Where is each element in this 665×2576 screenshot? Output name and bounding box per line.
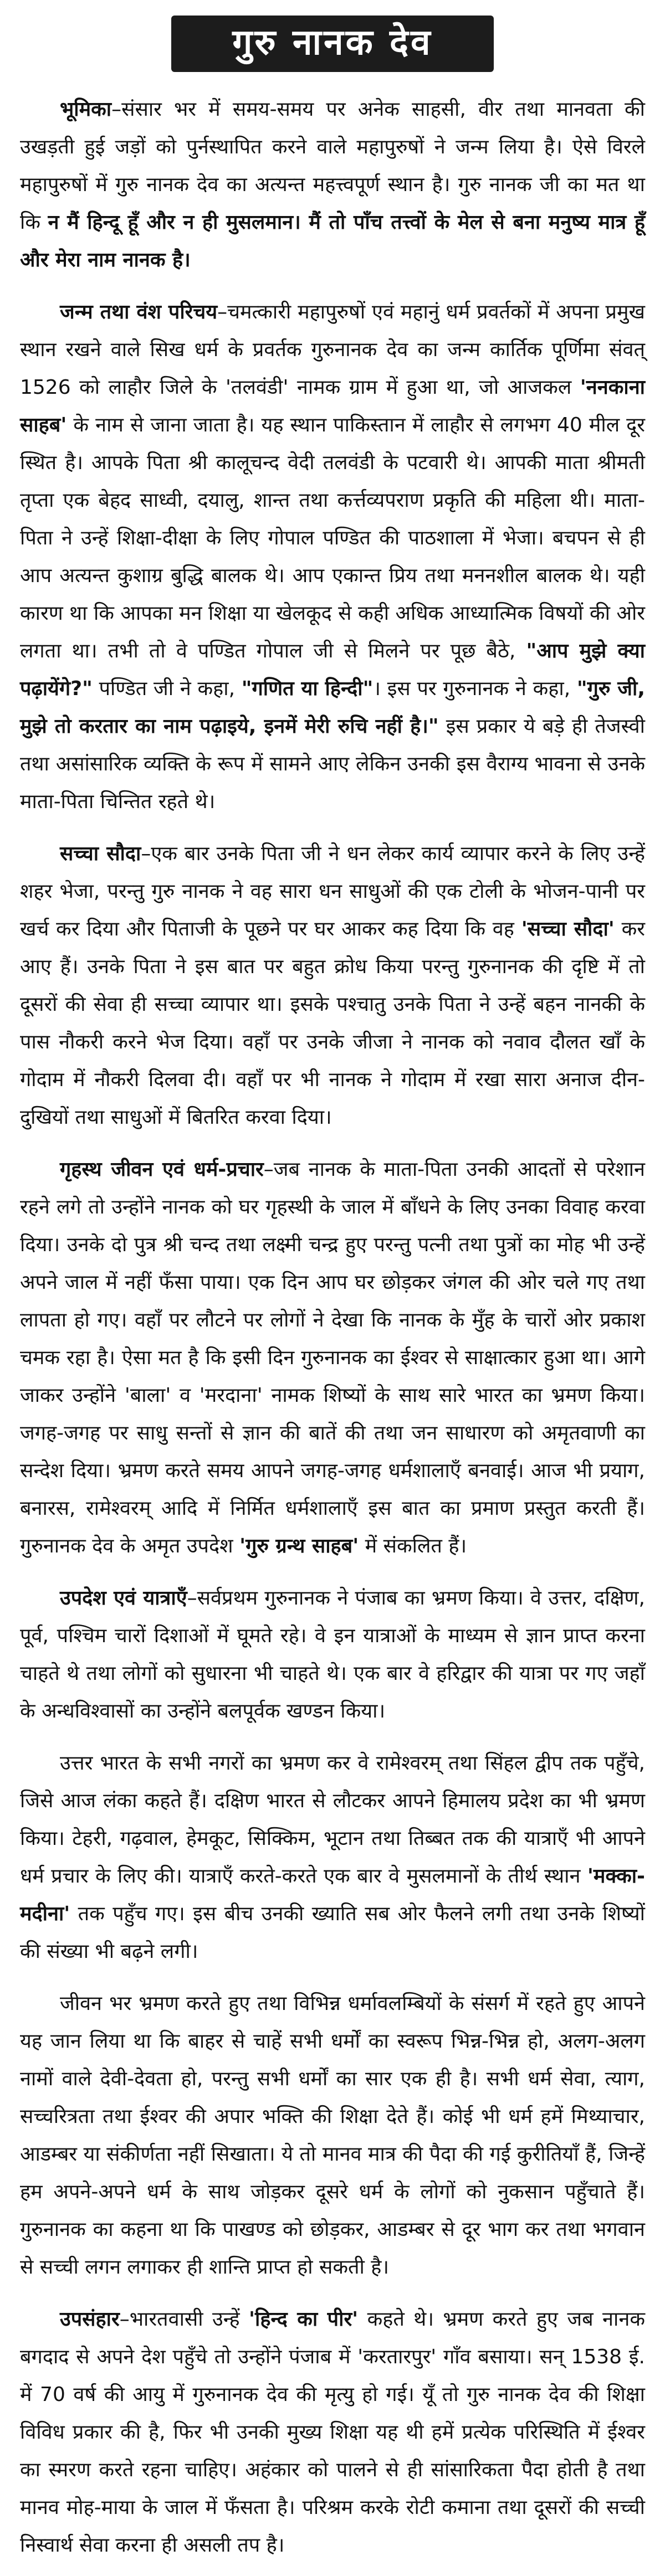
emphasis-text: "गुरु जी, मुझे तो करतार का नाम पढ़ाइये, इनमें मेरी रुचि नहीं है।"	[20, 677, 645, 738]
paragraph-text: के नाम से जाना जाता है। यह स्थान पाकिस्तान में लाहौर से लगभग 40 मील दूर स्थित है। आपके पिता श्री कालूचन्द वेदी तलवंडी के पटवारी थे। आपकी माता श्रीमती तृप्ता एक बेहद साध्वी, दयालु, शान्त तथा कर्त्तव्यपराण प्रकृति की महिला थी। माता-पिता ने उन्हें शिक्षा-दीक्षा के लिए गोपाल पण्डित की पाठशाला में भेजा। बचपन से ही आप अत्यन्त कुशाग्र बुद्धि बालक थे। आप एकान्त प्रिय तथा मननशील बालक थे। यही कारण था कि आपका मन शिक्षा या खेलकूद से कही अधिक आध्यात्मिक विषयों की ओर लगता था। तभी तो वे पण्डित गोपाल जी से मिलने पर पूछ बैठे,	[20, 414, 645, 663]
paragraph-household-life	[20, 1151, 645, 1565]
paragraph-text: । इस पर गुरुनानक ने कहा,	[373, 677, 577, 701]
section-label: उपदेश एवं यात्राएँ	[60, 1587, 187, 1610]
paragraph-text: –भारतवासी उन्हें	[119, 2308, 249, 2331]
paragraph-text: –सर्वप्रथम गुरुनानक ने पंजाब का भ्रमण किया। वे उत्तर, दक्षिण, पूर्व, पश्चिम चारों दिशाओं में घूमते रहे। वे इन यात्राओं के माध्यम से ज्ञान प्राप्त करना चाहते थे तथा लोगों को सुधारना भी चाहते थे। एक बार वे हरिद्वार की यात्रा पर गए जहाँ के अन्धविश्वासों का उन्होंने बलपूर्वक खण्डन किया।	[20, 1587, 645, 1723]
emphasis-text: "आप मुझे क्या पढ़ायेंगे?"	[20, 640, 645, 701]
section-label: सच्चा सौदा	[60, 842, 141, 866]
paragraph-text: में संकलित हैं।	[359, 1535, 467, 1558]
emphasis-text: 'सच्चा सौदा'	[521, 918, 615, 941]
emphasis-text: 'हिन्द का पीर'	[249, 2308, 359, 2331]
section-label: भूमिका	[60, 98, 112, 121]
section-label: उपसंहार	[60, 2308, 120, 2331]
emphasis-text: न मैं हिन्दू हूँ और न ही मुसलमान। मैं तो पाँच तत्त्वों के मेल से बना मनुष्य मात्र हूँ और मेरा नाम नानक है।	[20, 211, 646, 272]
paragraph-text: –एक बार उनके पिता जी ने धन लेकर कार्य व्यापार करने के लिए उन्हें शहर भेजा, परन्तु गुरु नानक ने वह सारा धन साधुओं की एक टोली के भोजन-पानी पर खर्च कर दिया और पिताजी के पूछने पर घर आकर कह दिया कि वह	[20, 842, 645, 941]
paragraph-true-deal	[20, 835, 645, 1137]
paragraph-conclusion	[20, 2301, 645, 2564]
paragraph-journeys	[20, 1745, 645, 1971]
paragraph-text: उत्तर भारत के सभी नगरों का भ्रमण कर वे रामेश्वरम् तथा सिंहल द्वीप तक पहुँचे, जिसे आज लंका कहते हैं। दक्षिण भारत से लौटकर आपने हिमालय प्रदेश का भी भ्रमण किया। टेहरी, गढ़वाल, हेमकूट, सिक्किम, भूटान तथा तिब्बत तक की यात्राएँ भी आपने धर्म प्रचार के लिए की। यात्राएँ करते-करते एक बार वे मुसलमानों के तीर्थ स्थान	[20, 1752, 645, 1888]
paragraph-text: पण्डित जी ने कहा,	[92, 677, 242, 701]
emphasis-text: 'गुरु ग्रन्थ साहब'	[239, 1535, 359, 1558]
paragraph-introduction	[20, 91, 645, 279]
section-label: गृहस्थ जीवन एवं धर्म-प्रचार	[60, 1158, 264, 1181]
section-label: जन्म तथा वंश परिचय	[60, 301, 218, 324]
paragraph-text: कहते थे। भ्रमण करते हुए जब नानक बगदाद से अपने देश पहुँचे तो उन्होंने पंजाब में 'करतारपुर' गाँव बसाया। सन् 1538 ई. में 70 वर्ष की आयु में गुरुनानक देव की मृत्यु हो गई। यूँ तो गुरु नानक देव की शिक्षा विविध प्रकार की है, फिर भी उनकी मुख्य शिक्षा यह थी हमें प्रत्येक परिस्थिति में ईश्वर का स्मरण करते रहना चाहिए। अहंकार को पालने से ही सांसारिकता पैदा होती है तथा मानव मोह-माया के जाल में फँसता है। परिश्रम करके रोटी कमाना तथा दूसरों की सच्ची निस्वार्थ सेवा करना ही असली तप है।	[20, 2308, 645, 2557]
paragraph-teachings-travels	[20, 1580, 645, 1730]
paragraph-text: –संसार भर में समय-समय पर अनेक साहसी, वीर तथा मानवता की उखड़ती हुई जड़ों को पुर्नस्थापित करने वाले महापुरुषों ने जन्म लिया है। ऐसे विरले महापुरुषों में गुरु नानक देव का अत्यन्त महत्त्वपूर्ण स्थान है। गुरु नानक जी का मत था कि	[20, 98, 645, 234]
paragraph-text: तक पहुँच गए। इस बीच उनकी ख्याति सब ओर फैलने लगी तथा उनके शिष्यों की संख्या भी बढ़ने लगी।	[20, 1903, 645, 1963]
paragraph-essence-of-religions	[20, 1985, 645, 2286]
paragraph-text: कर आए हैं। उनके पिता ने इस बात पर बहुत क्रोध किया परन्तु गुरुनानक की दृष्टि में तो दूसरों की सेवा ही सच्चा व्यापार था। इसके पश्चातु उनके पिता ने उन्हें बहन नानकी के पास नौकरी करने भेज दिया। वहाँ पर उनके जीजा ने नानक को नवाव दौलत खाँ के गोदाम में नौकरी दिलवा दी। वहाँ पर भी नानक ने गोदाम में रखा सारा अनाज दीन-दुखियों तथा साधुओं में बितरित करवा दिया।	[20, 918, 645, 1129]
paragraph-birth-lineage	[20, 294, 645, 821]
emphasis-text: 'ननकाना साहब'	[20, 376, 645, 437]
emphasis-text: 'मक्का-मदीना'	[20, 1865, 645, 1926]
paragraph-text: –जब नानक के माता-पिता उनकी आदतों से परेशान रहने लगे तो उन्होंने नानक को घर गृहस्थी के जाल में बाँधने के लिए उनका विवाह करवा दिया। उनके दो पुत्र श्री चन्द तथा लक्ष्मी चन्द्र हुए परन्तु पत्नी तथा पुत्रों का मोह भी उन्हें अपने जाल में नहीं फँसा पाया। एक दिन आप घर छोड़कर जंगल की ओर चले गए तथा लापता हो गए। वहाँ पर लौटने पर लोगों ने देखा कि नानक के मुँह के चारों ओर प्रकाश चमक रहा है। ऐसा मत है कि इसी दिन गुरुनानक का ईश्वर से साक्षात्कार हुआ था। आगे जाकर उन्होंने 'बाला' व 'मरदाना' नामक शिष्यों के साथ सारे भारत का भ्रमण किया। जगह-जगह पर साधु सन्तों से ज्ञान की बातें की तथा जन साधारण को अमृतवाणी का सन्देश दिया। भ्रमण करते समय आपने जगह-जगह धर्मशालाएँ बनवाई। आज भी प्रयाग, बनारस, रामेश्वरम् आदि में निर्मित धर्मशालाएँ इस बात का प्रमाण प्रस्तुत करती हैं। गुरुनानक देव के अमृत उपदेश	[20, 1158, 645, 1558]
essay-title: गुरु नानक देव	[171, 16, 493, 72]
title-wrap	[20, 16, 645, 72]
paragraph-text: जीवन भर भ्रमण करते हुए तथा विभिन्न धर्मावलम्बियों के संसर्ग में रहते हुए आपने यह जान लिया था कि बाहर से चाहें सभी धर्मों का स्वरूप भिन्न-भिन्न हो, अलग-अलग नामों वाले देवी-देवता हो, परन्तु सभी धर्मों का सार एक ही है। सभी धर्म सेवा, त्याग, सच्चरित्रता तथा ईश्वर की अपार भक्ति की शिक्षा देते हैं। कोई भी धर्म हमें मिथ्याचार, आडम्बर या संकीर्णता नहीं सिखाता। ये तो मानव मात्र की पैदा की गई कुरीतियाँ हैं, जिन्हें हम अपने-अपने धर्म के साथ जोड़कर दूसरे धर्म के लोगों को नुकसान पहुँचाते हैं। गुरुनानक का कहना था कि पाखण्ड को छोड़कर, आडम्बर से दूर भाग कर तथा भगवान से सच्ची लगन लगाकर ही शान्ति प्राप्त हो सकती है।	[20, 1992, 645, 2279]
paragraph-text: इस प्रकार ये बड़े ही तेजस्वी तथा असांसारिक व्यक्ति के रूप में सामने आए लेकिन उनकी इस वैराग्य भावना से उनके माता-पिता चिन्तित रहते थे।	[20, 715, 645, 814]
emphasis-text: "गणित या हिन्दी"	[241, 677, 374, 701]
paragraph-text: –चमत्कारी महापुरुषों एवं महानुं धर्म प्रवर्तकों में अपना प्रमुख स्थान रखने वाले सिख धर्म के प्रवर्तक गुरुनानक देव का जन्म कार्तिक पूर्णिमा संवत् 1526 को लाहौर जिले के 'तलवंडी' नामक ग्राम में हुआ था, जो आजकल	[20, 301, 645, 399]
